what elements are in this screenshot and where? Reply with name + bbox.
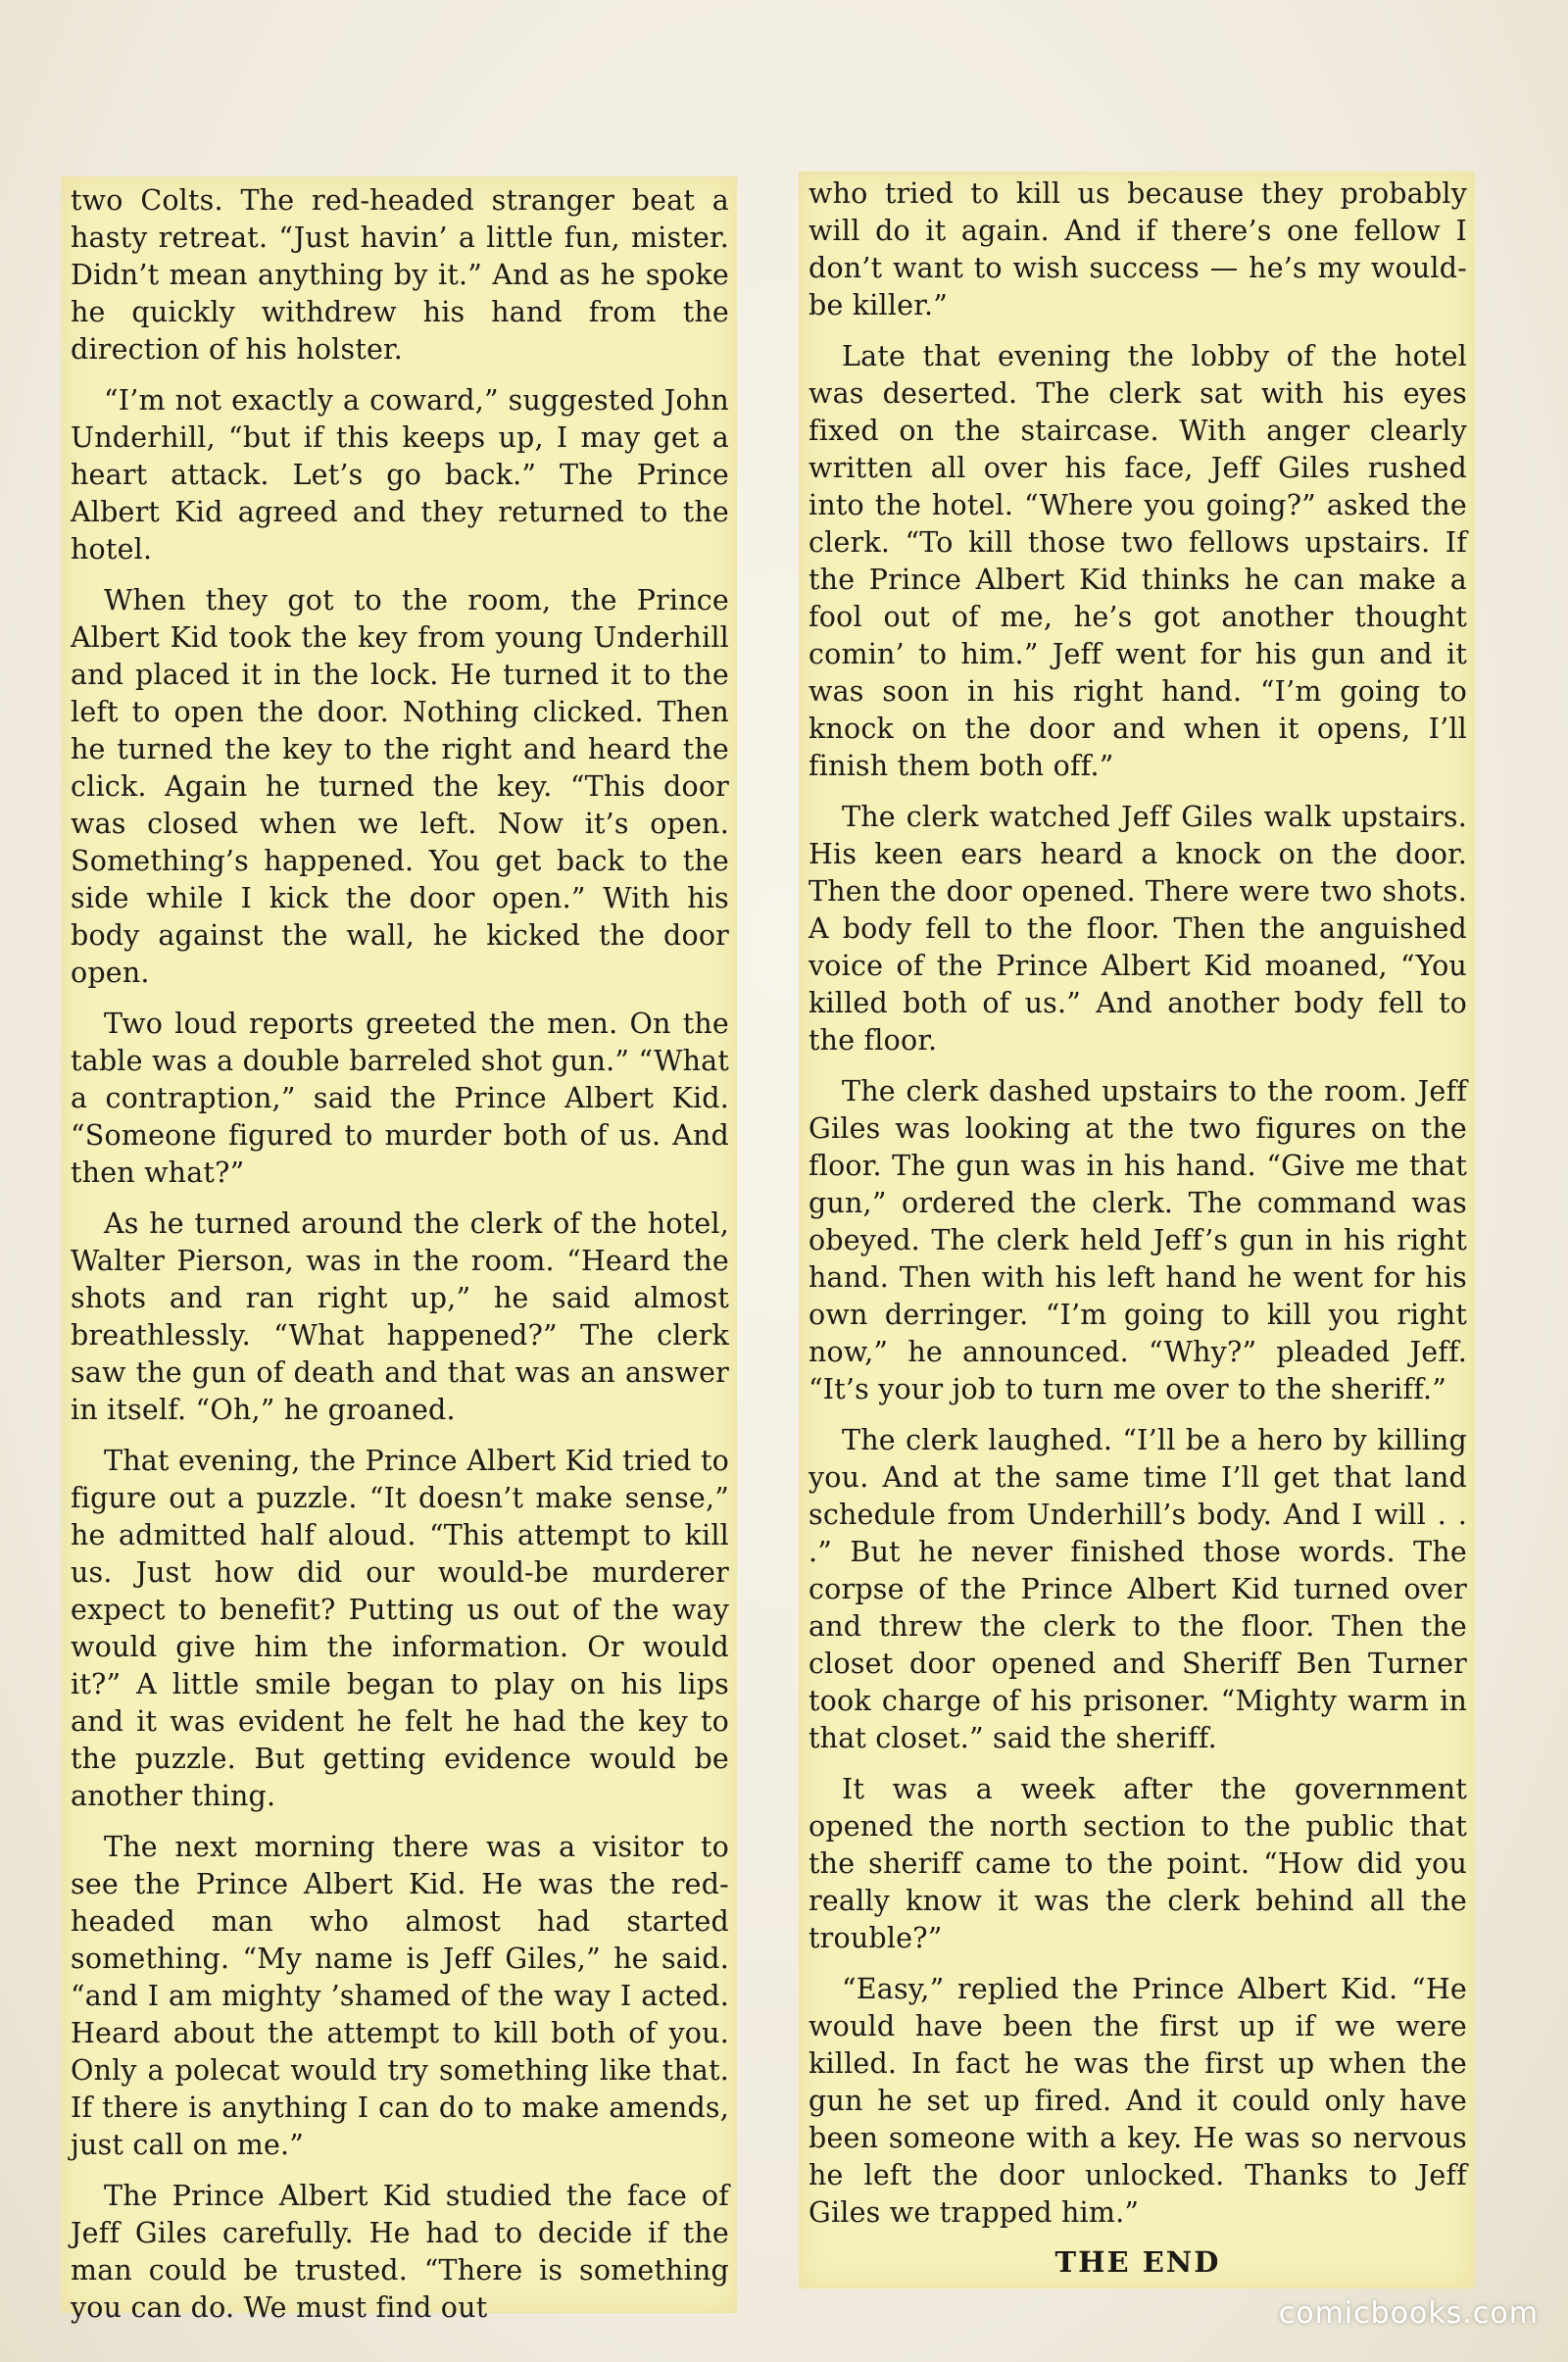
paragraph: two Colts. The red-headed stranger beat a hasty retreat. “Just havin’ a little fun, mister. Didn’t mean anything by it.” And as he spoke he quickly withdrew his hand from the direction of his holster.	[71, 184, 729, 366]
paragraph: The Prince Albert Kid studied the face of Jeff Giles carefully. He had to decide if the man could be trusted. “There is something you can do. We must find out	[71, 2180, 729, 2324]
paragraph: The clerk laughed. “I’ll be a hero by killing you. And at the same time I’ll get that land schedule from Underhill’s body. And I will . . .” But he never finished those words. The corpse of the Prince Albert Kid turned over and threw the clerk to the floor. Then the closet door opened and Sheriff Ben Turner took charge of his prisoner. “Mighty warm in that closet.” said the sheriff.	[808, 1424, 1467, 1754]
left-text-column	[61, 176, 737, 2324]
paragraph: When they got to the room, the Prince Albert Kid took the key from young Underhill and placed it in the lock. He turned it to the left to open the door. Nothing clicked. Then he turned the key to the right and heard the click. Again he turned the key. “This door was closed when we left. Now it’s open. Something’s happened. You get back to the side while I kick the door open.” With his body against the wall, he kicked the door open.	[71, 584, 729, 989]
paragraph: Late that evening the lobby of the hotel was deserted. The clerk sat with his eyes fixed on the staircase. With anger clearly written all over his face, Jeff Giles rushed into the hotel. “Where you going?” asked the clerk. “To kill those two fellows upstairs. If the Prince Albert Kid thinks he can make a fool out of me, he’s got another thought comin’ to him.” Jeff went for his gun and it was soon in his right hand. “I’m going to knock on the door and when it opens, I’ll finish them both off.”	[808, 340, 1467, 782]
paragraph: As he turned around the clerk of the hotel, Walter Pierson, was in the room. “Heard the shots and ran right up,” he said almost breathlessly. “What happened?” The clerk saw the gun of death and that was an answer in itself. “Oh,” he groaned.	[71, 1207, 729, 1426]
paragraph: “Easy,” replied the Prince Albert Kid. “He would have been the first up if we were killed. In fact he was the first up when the gun he set up fired. And it could only have been someone with a key. He was so nervous he left the door unlocked. Thanks to Jeff Giles we trapped him.”	[808, 1973, 1467, 2229]
right-text-column	[799, 172, 1475, 2288]
paragraph: The clerk dashed upstairs to the room. Jeff Giles was looking at the two figures on the floor. The gun was in his hand. “Give me that gun,” ordered the clerk. The command was obeyed. The clerk held Jeff’s gun in his right hand. Then with his left hand he went for his own derringer. “I’m going to kill you right now,” he announced. “Why?” pleaded Jeff. “It’s your job to turn me over to the sheriff.”	[808, 1075, 1467, 1405]
paragraph: It was a week after the government opened the north section to the public that the sheriff came to the point. “How did you really know it was the clerk behind all the trouble?”	[808, 1773, 1467, 1954]
paragraph: who tried to kill us because they probably will do it again. And if there’s one fellow I don’t want to wish success — he’s my would-be killer.”	[808, 177, 1467, 321]
paragraph: “I’m not exactly a coward,” suggested John Underhill, “but if this keeps up, I may get a heart attack. Let’s go back.” The Prince Albert Kid agreed and they returned to the hotel.	[71, 384, 729, 566]
site-watermark: comicbooks.com	[1278, 2296, 1539, 2331]
paragraph: The next morning there was a visitor to see the Prince Albert Kid. He was the red-headed man who almost had started something. “My name is Jeff Giles,” he said. “and I am mighty ’shamed of the way I acted. Heard about the attempt to kill both of you. Only a polecat would try something like that. If there is anything I can do to make amends, just call on me.”	[71, 1831, 729, 2161]
paragraph: The clerk watched Jeff Giles walk upstairs. His keen ears heard a knock on the door. Then the door opened. There were two shots. A body fell to the floor. Then the anguished voice of the Prince Albert Kid moaned, “You killed both of us.” And another body fell to the floor.	[808, 801, 1467, 1057]
paragraph: Two loud reports greeted the men. On the table was a double barreled shot gun.” “What a contraption,” said the Prince Albert Kid. “Someone figured to murder both of us. And then what?”	[71, 1008, 729, 1189]
the-end-label: THE END	[1054, 2245, 1221, 2279]
paragraph: That evening, the Prince Albert Kid tried to figure out a puzzle. “It doesn’t make sense,” he admitted half aloud. “This attempt to kill us. Just how did our would-be murderer expect to benefit? Putting us out of the way would give him the information. Or would it?” A little smile began to play on his lips and it was evident he felt he had the key to the puzzle. But getting evidence would be another thing.	[71, 1445, 729, 1812]
